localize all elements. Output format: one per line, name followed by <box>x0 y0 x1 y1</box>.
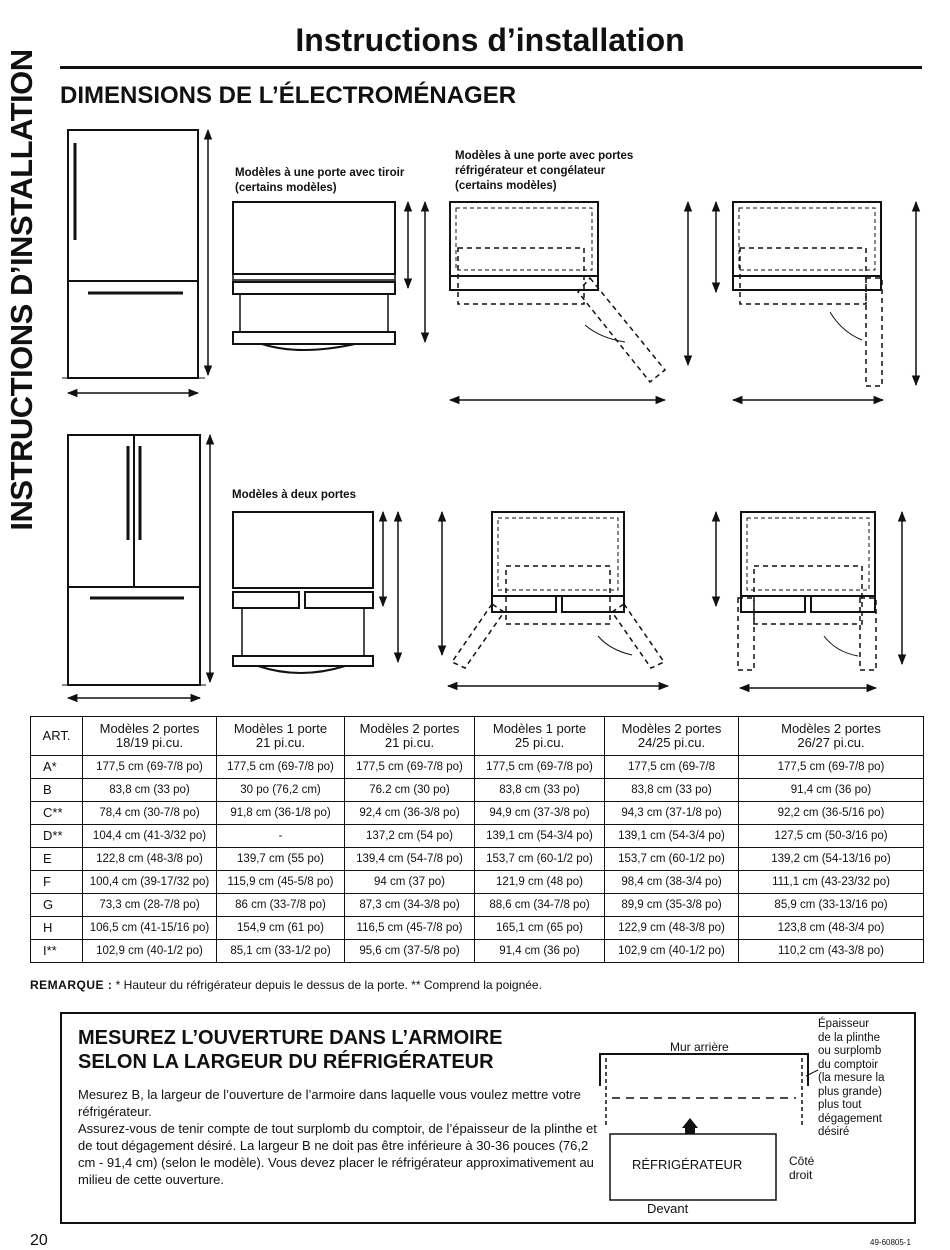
top-view-door-open-right <box>716 202 916 400</box>
table-cell: 98,4 cm (38-3/4 po) <box>605 871 739 894</box>
side-view-two-door-model <box>233 512 398 673</box>
table-cell: 153,7 cm (60-1/2 po) <box>475 848 605 871</box>
table-cell: 95,6 cm (37-5/8 po) <box>345 940 475 963</box>
table-cell: 92,2 cm (36-5/16 po) <box>739 802 924 825</box>
table-cell: 104,4 cm (41-3/32 po) <box>83 825 217 848</box>
table-cell: 177,5 cm (69-7/8 po) <box>83 756 217 779</box>
row-label: C** <box>31 802 83 825</box>
row-label: H <box>31 917 83 940</box>
measure-instructions: Mesurez B, la largeur de l’ouverture de l’armoire dans laquelle vous voulez mettre votre réfrigérateur. Assurez-vous de tenir compte de tout surplomb du comptoir, de l’épaisseur de la plinthe et de tout dégagement désiré. La largeur B ne doit pas être inférieure à 30-36 pouces (76,2 cm - 91,4 cm) (selon le modèle). Vous devez placer le réfrigérateur approximativement au milieu de cette ouverture. <box>78 1087 597 1187</box>
table-cell: 110,2 cm (43-3/8 po) <box>739 940 924 963</box>
table-cell: 91,8 cm (36-1/8 po) <box>217 802 345 825</box>
table-cell: 139,1 cm (54-3/4 po) <box>475 825 605 848</box>
table-cell: 85,1 cm (33-1/2 po) <box>217 940 345 963</box>
table-cell: 177,5 cm (69-7/8 po) <box>475 756 605 779</box>
page-number: 20 <box>30 1232 48 1249</box>
table-header-row <box>31 717 924 756</box>
table-cell: 106,5 cm (41-15/16 po) <box>83 917 217 940</box>
table-cell: 92,4 cm (36-3/8 po) <box>345 802 475 825</box>
table-cell: 111,1 cm (43-23/32 po) <box>739 871 924 894</box>
table-cell: 177,5 cm (69-7/8 po) <box>345 756 475 779</box>
table-cell: 139,1 cm (54-3/4 po) <box>605 825 739 848</box>
table-cell: 177,5 cm (69-7/8 po) <box>217 756 345 779</box>
column-header: ART. <box>31 717 83 756</box>
top-view-door-open-left <box>450 202 688 400</box>
table-row <box>31 871 924 894</box>
table-row <box>31 917 924 940</box>
table-cell: 123,8 cm (48-3/4 po) <box>739 917 924 940</box>
column-header: Modèles 1 porte 25 pi.cu. <box>475 717 605 756</box>
table-cell: 153,7 cm (60-1/2 po) <box>605 848 739 871</box>
table-cell: 137,2 cm (54 po) <box>345 825 475 848</box>
table-cell: 83,8 cm (33 po) <box>83 779 217 802</box>
row-label: B <box>31 779 83 802</box>
table-cell: 94,9 cm (37-3/8 po) <box>475 802 605 825</box>
measure-opening-box <box>60 1012 916 1224</box>
table-cell: 154,9 cm (61 po) <box>217 917 345 940</box>
top-view-two-doors-open-wide <box>716 512 902 688</box>
table-cell: 89,9 cm (35-3/8 po) <box>605 894 739 917</box>
page-title: Instructions d’installation <box>295 22 685 58</box>
remark-note: REMARQUE : * Hauteur du réfrigérateur depuis le dessus de la porte. ** Comprend la poignée. <box>30 978 542 992</box>
table-cell: 116,5 cm (45-7/8 po) <box>345 917 475 940</box>
caption-one-door-drawer: Modèles à une porte avec tiroir (certains modèles) <box>235 167 405 194</box>
table-cell: 94 cm (37 po) <box>345 871 475 894</box>
measure-title: MESUREZ L’OUVERTURE DANS L’ARMOIRE SELON LA LARGEUR DU RÉFRIGÉRATEUR <box>78 1027 503 1073</box>
table-cell: 30 po (76,2 cm) <box>217 779 345 802</box>
fridge-label: RÉFRIGÉRATEUR <box>632 1157 743 1172</box>
table-cell: 102,9 cm (40-1/2 po) <box>83 940 217 963</box>
table-cell: - <box>217 825 345 848</box>
right-side-label: Côté droit <box>789 1154 815 1182</box>
table-cell: 83,8 cm (33 po) <box>475 779 605 802</box>
table-cell: 83,8 cm (33 po) <box>605 779 739 802</box>
table-cell: 139,7 cm (55 po) <box>217 848 345 871</box>
document-code: 49-60805-1 <box>870 1238 911 1247</box>
table-cell: 94,3 cm (37-1/8 po) <box>605 802 739 825</box>
table-row <box>31 802 924 825</box>
row-label: D** <box>31 825 83 848</box>
table-cell: 85,9 cm (33-13/16 po) <box>739 894 924 917</box>
row-label: E <box>31 848 83 871</box>
front-view-single-door <box>62 130 208 393</box>
table-cell: 102,9 cm (40-1/2 po) <box>605 940 739 963</box>
table-cell: 115,9 cm (45-5/8 po) <box>217 871 345 894</box>
back-wall-label: Mur arrière <box>670 1040 729 1054</box>
section-heading: DIMENSIONS DE L’ÉLECTROMÉNAGER <box>60 82 517 109</box>
table-row <box>31 940 924 963</box>
table-row <box>31 894 924 917</box>
table-cell: 100,4 cm (39-17/32 po) <box>83 871 217 894</box>
front-label: Devant <box>647 1201 689 1216</box>
cabinet-opening-diagram <box>62 1014 914 1222</box>
table-cell: 73,3 cm (28-7/8 po) <box>83 894 217 917</box>
table-row <box>31 848 924 871</box>
row-label: A* <box>31 756 83 779</box>
row-label: F <box>31 871 83 894</box>
column-header: Modèles 2 portes 21 pi.cu. <box>345 717 475 756</box>
side-tab-label: INSTRUCTIONS D’INSTALLATION <box>4 49 39 531</box>
table-cell: 91,4 cm (36 po) <box>475 940 605 963</box>
front-view-two-doors <box>62 435 210 698</box>
table-row <box>31 779 924 802</box>
table-cell: 177,5 cm (69-7/8 po) <box>739 756 924 779</box>
table-cell: 87,3 cm (34-3/8 po) <box>345 894 475 917</box>
table-cell: 91,4 cm (36 po) <box>739 779 924 802</box>
table-cell: 165,1 cm (65 po) <box>475 917 605 940</box>
side-view-drawer-model <box>233 202 425 350</box>
column-header: Modèles 1 porte 21 pi.cu. <box>217 717 345 756</box>
table-cell: 76.2 cm (30 po) <box>345 779 475 802</box>
table-cell: 78,4 cm (30-7/8 po) <box>83 802 217 825</box>
table-cell: 122,9 cm (48-3/8 po) <box>605 917 739 940</box>
thickness-note: Épaisseur de la plinthe ou surplomb du comptoir (la mesure la plus grande) plus tout dégagement désiré <box>818 1018 885 1138</box>
table-cell: 86 cm (33-7/8 po) <box>217 894 345 917</box>
table-cell: 127,5 cm (50-3/16 po) <box>739 825 924 848</box>
table-cell: 88,6 cm (34-7/8 po) <box>475 894 605 917</box>
table-cell: 121,9 cm (48 po) <box>475 871 605 894</box>
caption-two-door: Modèles à deux portes <box>232 489 356 501</box>
column-header: Modèles 2 portes 26/27 pi.cu. <box>739 717 924 756</box>
column-header: Modèles 2 portes 24/25 pi.cu. <box>605 717 739 756</box>
row-label: I** <box>31 940 83 963</box>
table-row <box>31 825 924 848</box>
table-cell: 139,2 cm (54-13/16 po) <box>739 848 924 871</box>
dimensions-table <box>30 716 924 963</box>
row-label: G <box>31 894 83 917</box>
table-cell: 139,4 cm (54-7/8 po) <box>345 848 475 871</box>
caption-one-door-freezer: Modèles à une porte avec portes réfrigérateur et congélateur (certains modèles) <box>455 150 634 192</box>
table-cell: 177,5 cm (69-7/8 <box>605 756 739 779</box>
top-view-two-doors-open <box>442 512 668 686</box>
table-cell: 122,8 cm (48-3/8 po) <box>83 848 217 871</box>
table-row <box>31 756 924 779</box>
column-header: Modèles 2 portes 18/19 pi.cu. <box>83 717 217 756</box>
